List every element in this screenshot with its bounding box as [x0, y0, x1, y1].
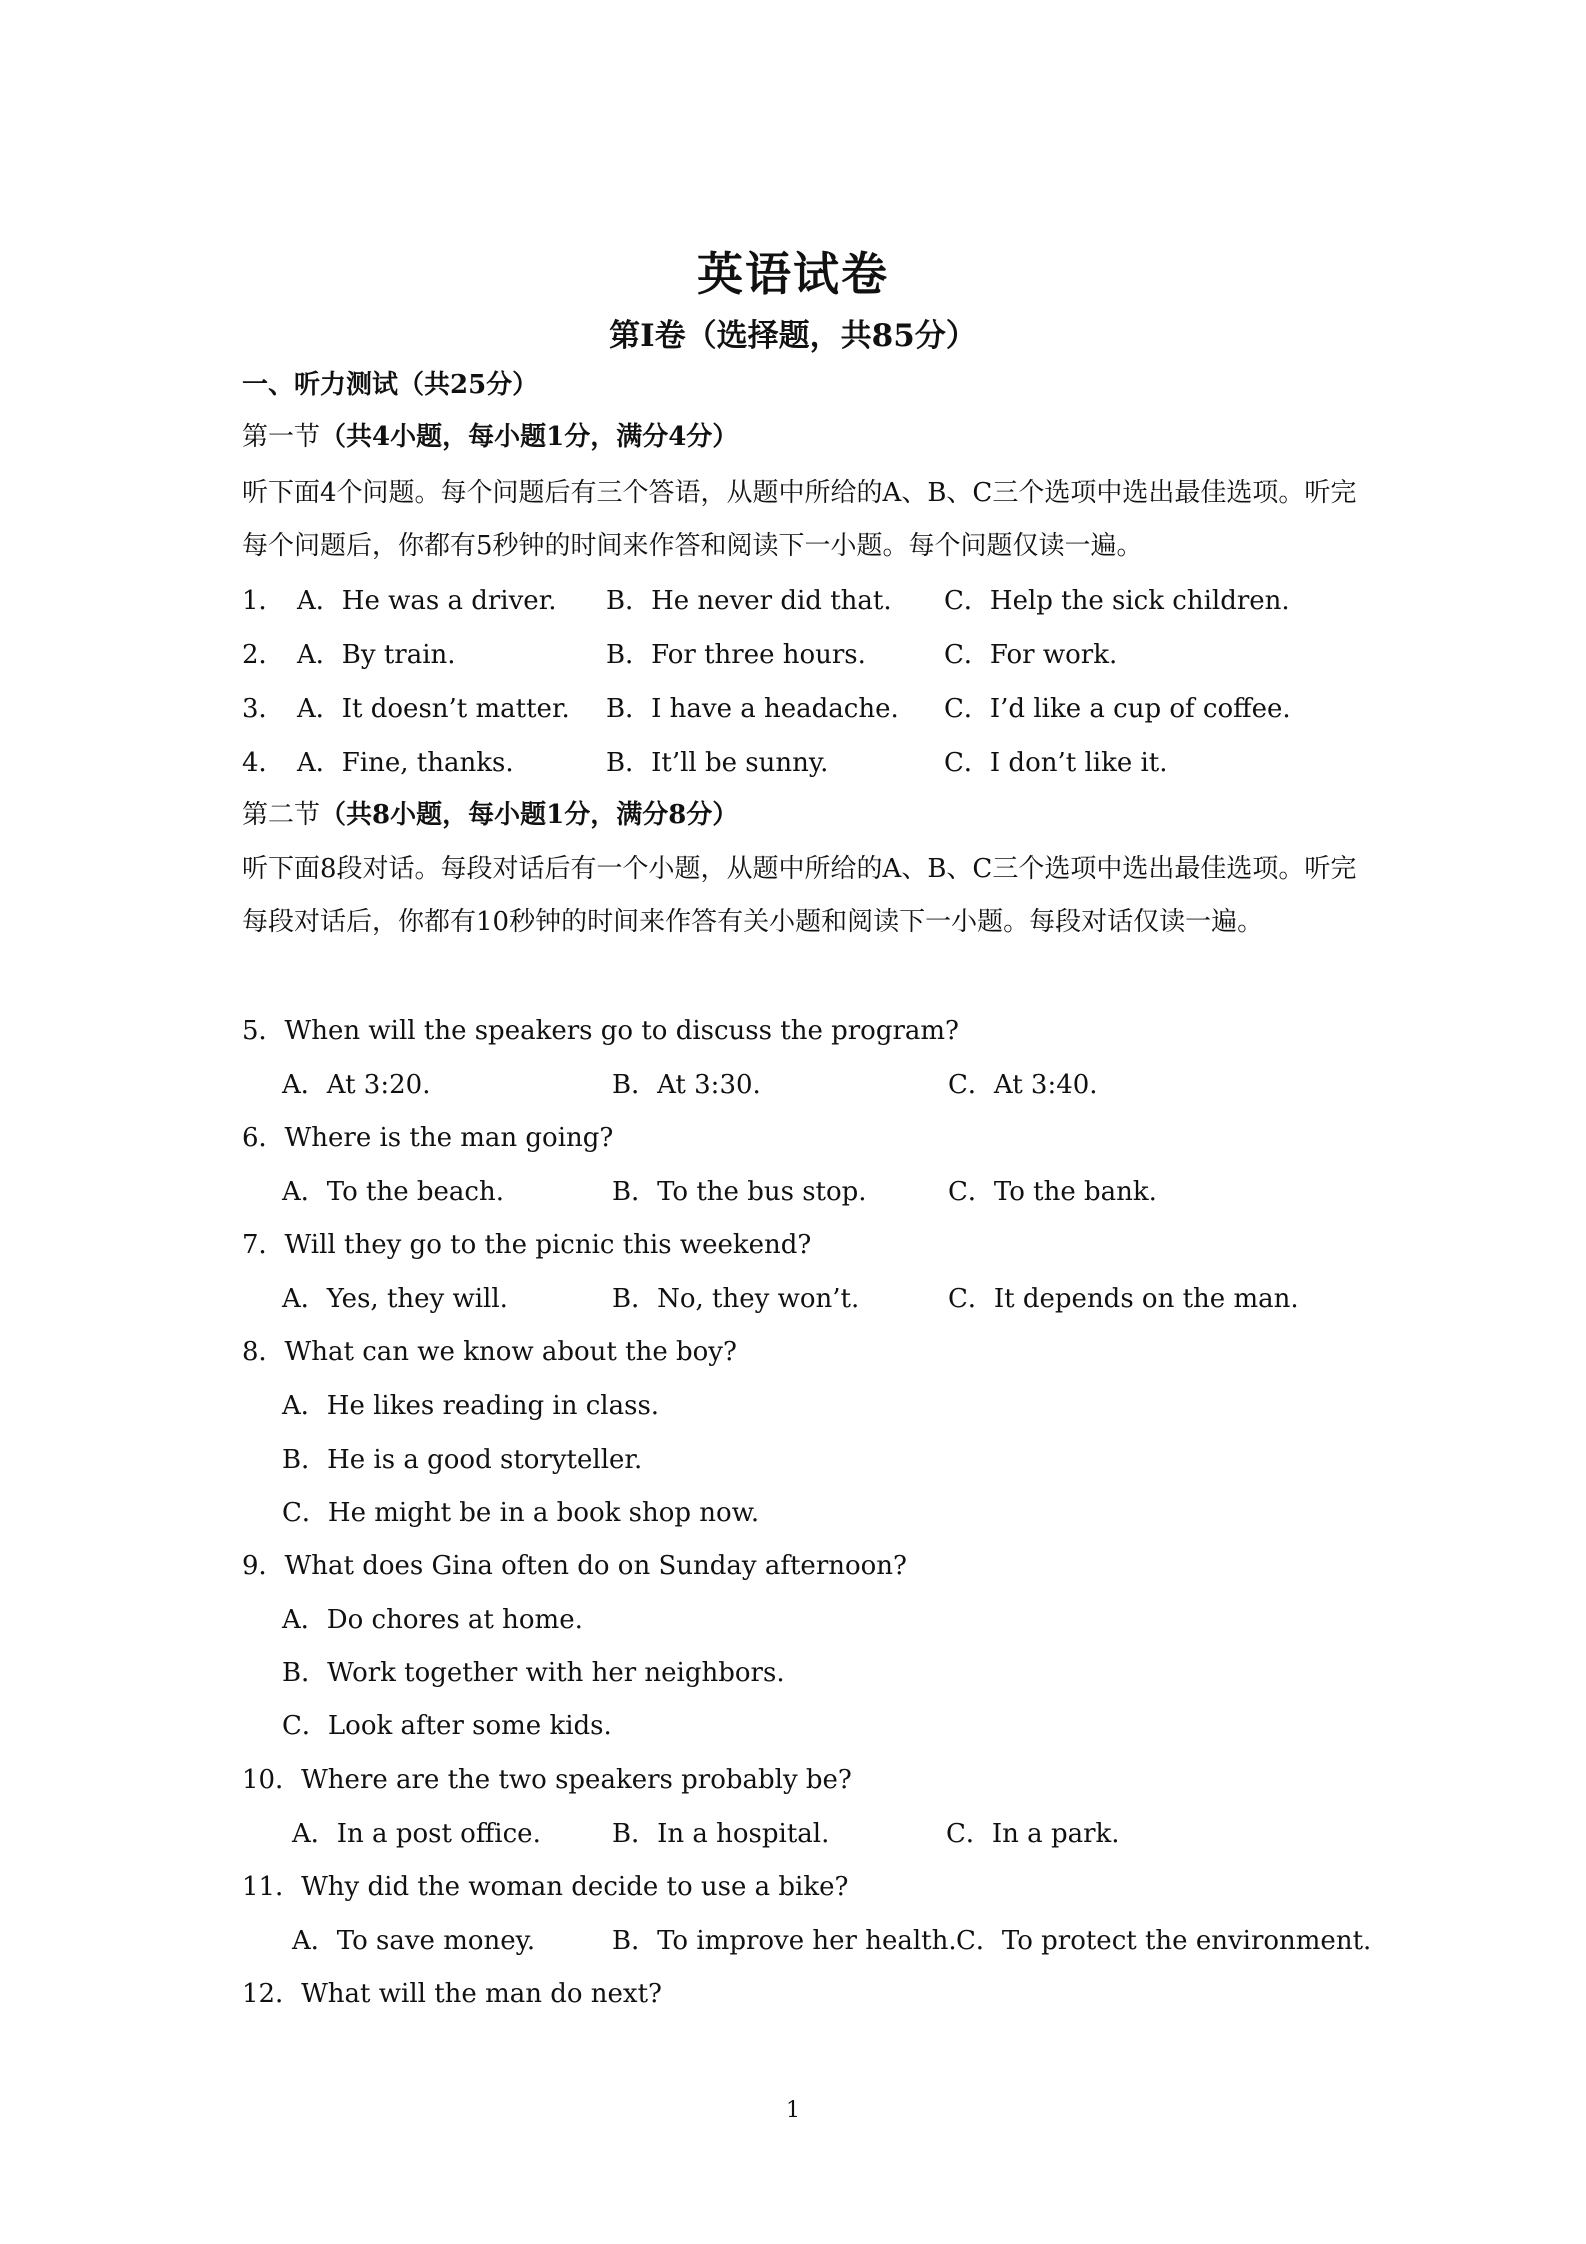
question-10-options [242, 1813, 1362, 1853]
question-11-stem: 11．Why did the woman decide to use a bike? [242, 1872, 849, 1902]
option-b: B．In a hospital. [612, 1819, 830, 1849]
option-c: C．I don’t like it. [944, 748, 1168, 778]
question-6-stem: 6．Where is the man going? [242, 1123, 614, 1153]
page-number: 1 [786, 2098, 800, 2123]
question-8-option-c: C．He might be in a book shop now. [282, 1498, 760, 1528]
question-5-stem: 5．When will the speakers go to discuss the program? [242, 1016, 959, 1046]
option-a: A．To the beach. [282, 1177, 504, 1207]
option-a: A．Fine, thanks. [297, 748, 514, 778]
question-8-option-b: B．He is a good storyteller. [282, 1445, 643, 1475]
question-1 [242, 580, 1362, 620]
part2-heading [242, 794, 738, 831]
question-8-stem: 8．What can we know about the boy? [242, 1337, 737, 1367]
option-b: B．For three hours. [606, 640, 866, 670]
question-7-stem: 7．Will they go to the picnic this weekend? [242, 1230, 812, 1260]
question-8-option-a: A．He likes reading in class. [282, 1391, 660, 1421]
option-b: B．It’ll be sunny. [606, 748, 829, 778]
option-c: C．At 3:40. [948, 1070, 1098, 1100]
part1-prefix: 第一节 [242, 422, 321, 452]
option-a: A．At 3:20. [282, 1070, 431, 1100]
part2-detail: （共8小题，每小题1分，满分8分） [320, 800, 739, 830]
question-12-stem: 12．What will the man do next? [242, 1979, 662, 2009]
question-number: 3． [242, 694, 285, 724]
question-7-options [242, 1278, 1362, 1318]
question-6-options [242, 1171, 1362, 1211]
option-a: A．In a post office. [292, 1819, 541, 1849]
question-10-stem: 10．Where are the two speakers probably be? [242, 1765, 852, 1795]
option-c: C．In a park. [946, 1819, 1120, 1849]
option-a: A．Yes, they will. [282, 1284, 508, 1314]
part2-instruction: 听下面8段对话。每段对话后有一个小题，从题中所给的A、B、C三个选项中选出最佳选项。听完每段对话后，你都有10秒钟的时间来作答有关小题和阅读下一小题。每段对话仅读一遍。 [242, 854, 1357, 937]
option-a: A．He was a driver. [297, 586, 557, 616]
option-c: C．For work. [944, 640, 1118, 670]
part1-instruction: 听下面4个问题。每个问题后有三个答语，从题中所给的A、B、C三个选项中选出最佳选项。听完每个问题后，你都有5秒钟的时间来作答和阅读下一小题。每个问题仅读一遍。 [242, 478, 1357, 561]
part1-detail: （共4小题，每小题1分，满分4分） [320, 422, 739, 452]
option-c: C．It depends on the man. [948, 1284, 1299, 1314]
question-number: 4． [242, 748, 285, 778]
question-11-options [242, 1920, 1372, 1960]
question-5-options [242, 1064, 1362, 1104]
question-3 [242, 688, 1362, 728]
question-9-option-b: B．Work together with her neighbors. [282, 1658, 785, 1688]
question-2 [242, 634, 1362, 674]
option-a: A．It doesn’t matter. [297, 694, 570, 724]
option-b: B．He never did that. [606, 586, 892, 616]
part2-prefix: 第二节 [242, 800, 321, 830]
option-c: C．Help the sick children. [944, 586, 1290, 616]
section-heading-listening: 一、听力测试（共25分） [242, 370, 539, 400]
option-c: C．I’d like a cup of coffee. [944, 694, 1291, 724]
question-9-option-c: C．Look after some kids. [282, 1711, 612, 1741]
question-4 [242, 742, 1362, 782]
page-title: 英语试卷 [697, 247, 889, 301]
question-number: 2． [242, 640, 285, 670]
option-c: C．To protect the environment. [956, 1926, 1372, 1956]
option-b: B．I have a headache. [606, 694, 899, 724]
option-b: B．To the bus stop. [612, 1177, 867, 1207]
page-subtitle: 第Ⅰ卷（选择题，共85分） [609, 318, 977, 354]
option-c: C．To the bank. [948, 1177, 1157, 1207]
option-b: B．To improve her health. [612, 1926, 957, 1956]
option-b: B．No, they won’t. [612, 1284, 860, 1314]
option-a: A．By train. [297, 640, 456, 670]
option-b: B．At 3:30. [612, 1070, 761, 1100]
option-a: A．To save money. [292, 1926, 536, 1956]
question-9-option-a: A．Do chores at home. [282, 1605, 583, 1635]
question-9-stem: 9．What does Gina often do on Sunday afternoon? [242, 1551, 907, 1581]
part1-heading [242, 416, 738, 453]
question-number: 1． [242, 586, 285, 616]
